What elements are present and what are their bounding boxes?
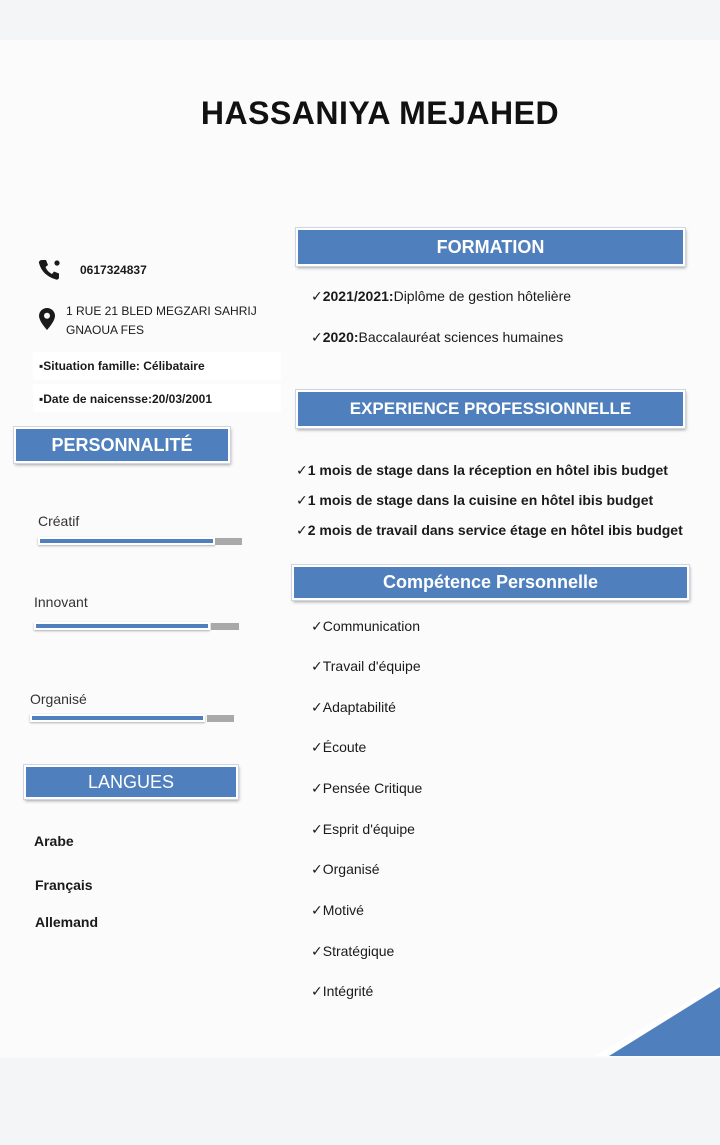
check-icon: ✓: [311, 288, 323, 304]
skill-bar-organise: [30, 714, 234, 722]
address-line-1: 1 RUE 21 BLED MEGZARI SAHRIJ: [66, 304, 257, 318]
formation-text: Baccalauréat sciences humaines: [358, 329, 564, 345]
formation-year: 2020:: [322, 329, 359, 345]
competence-item: ✓Organisé: [311, 861, 380, 877]
competence-item: ✓Stratégique: [311, 943, 395, 959]
competence-item: ✓Motivé: [311, 902, 364, 918]
competence-item: ✓Pensée Critique: [311, 780, 423, 796]
personnalite-heading: PERSONNALITÉ: [14, 427, 230, 463]
skill-bar-remainder: [207, 715, 234, 722]
date-naissance: ▪Date de naicensse:20/03/2001: [33, 384, 281, 412]
skill-label-innovant: Innovant: [34, 594, 88, 610]
experience-heading: EXPERIENCE PROFESSIONNELLE: [296, 390, 685, 428]
skill-bar-creatif: [38, 537, 242, 545]
langues-heading: LANGUES: [24, 765, 238, 799]
competence-item: ✓Esprit d'équipe: [311, 821, 415, 837]
competence-heading: Compétence Personnelle: [292, 565, 689, 600]
formation-text: Diplôme de gestion hôtelière: [393, 288, 572, 304]
address-line-2: GNAOUA FES: [66, 323, 145, 337]
skill-bar-remainder: [211, 623, 239, 630]
skill-label-organise: Organisé: [30, 691, 87, 707]
language-francais: Français: [35, 877, 93, 893]
skill-bar-innovant: [34, 622, 239, 630]
competence-item: ✓Travail d'équipe: [311, 658, 421, 674]
experience-item: ✓2 mois de travail dans service étage en hôtel ibis budget: [296, 522, 683, 538]
language-arabe: Arabe: [34, 833, 74, 849]
formation-heading: FORMATION: [296, 228, 685, 266]
phone-icon: [36, 258, 62, 282]
experience-item: ✓1 mois de stage dans la réception en hôtel ibis budget: [296, 462, 668, 478]
skill-bar-fill: [30, 714, 205, 722]
skill-bar-fill: [38, 537, 215, 545]
corner-triangle-decoration: [595, 983, 720, 1058]
skill-bar-fill: [34, 622, 210, 630]
competence-item: ✓Adaptabilité: [311, 699, 396, 715]
competence-item: ✓Communication: [311, 618, 420, 634]
situation-famille: ▪Situation famille: Célibataire: [33, 352, 281, 380]
competence-item: ✓Intégrité: [311, 983, 374, 999]
competence-item: ✓Écoute: [311, 739, 367, 755]
phone-number: 0617324837: [80, 263, 147, 277]
location-pin-icon: [39, 308, 55, 330]
experience-item: ✓1 mois de stage dans la cuisine en hôtel ibis budget: [296, 492, 654, 508]
formation-item: [311, 288, 571, 305]
check-icon: ✓: [311, 329, 323, 345]
formation-item: [311, 329, 563, 346]
formation-year: 2021/2021:: [322, 288, 394, 304]
person-name: HASSANIYA MEJAHED: [200, 95, 560, 131]
language-allemand: Allemand: [35, 914, 99, 930]
skill-label-creatif: Créatif: [38, 513, 80, 529]
skill-bar-remainder: [215, 538, 242, 545]
